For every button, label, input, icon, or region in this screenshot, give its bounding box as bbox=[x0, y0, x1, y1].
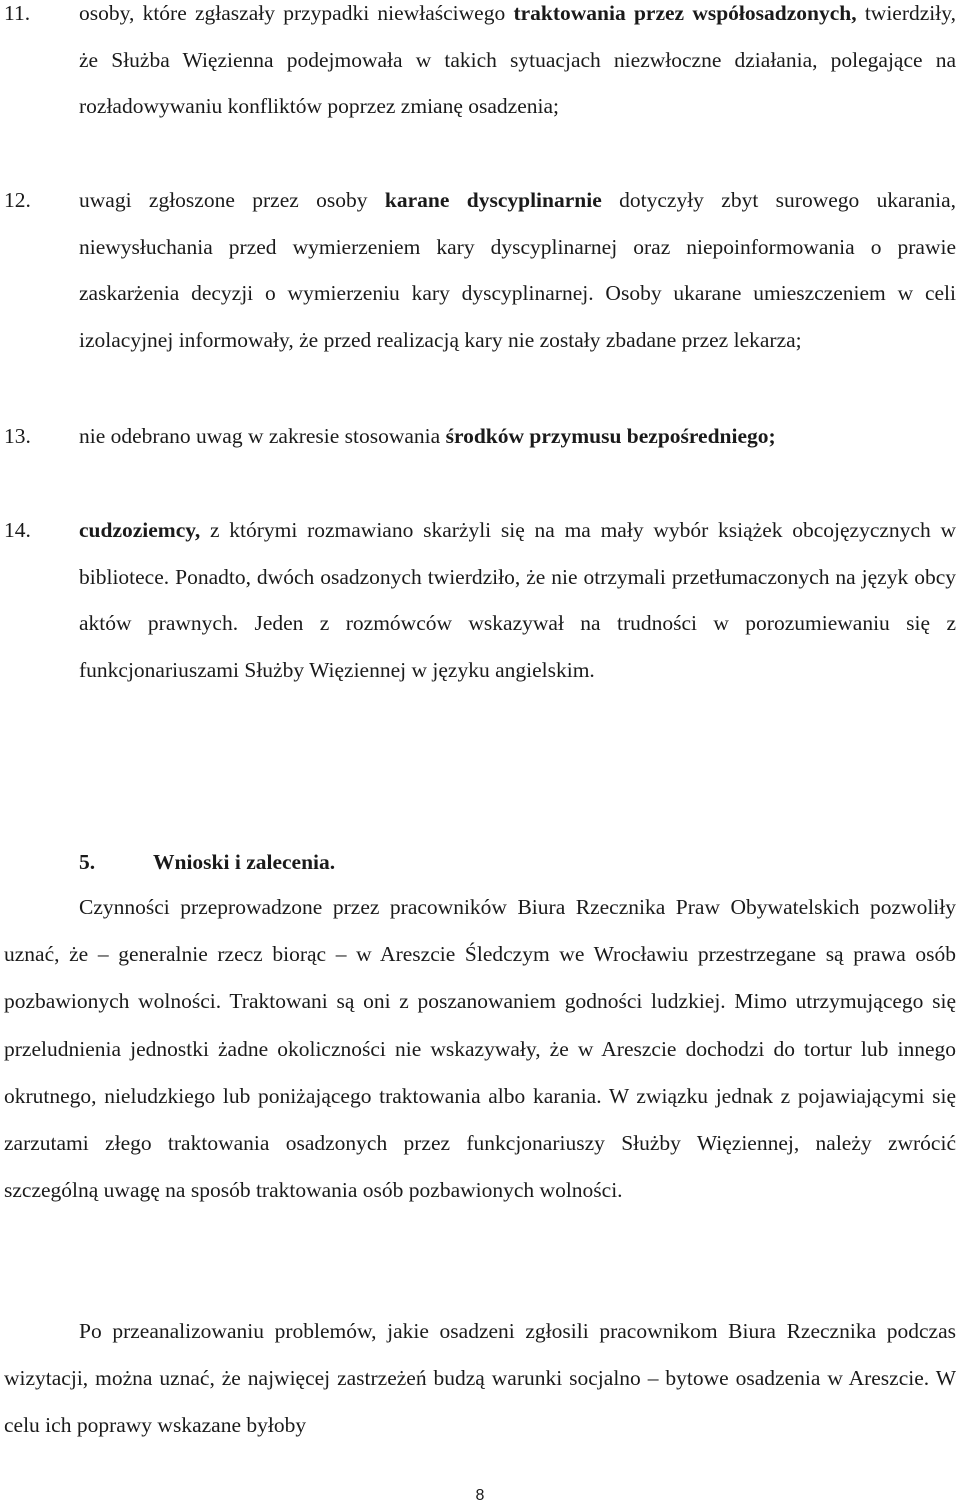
list-item-number: 14. bbox=[4, 518, 31, 542]
list-item bbox=[0, 507, 956, 694]
list-item-number: 13. bbox=[4, 424, 31, 448]
emphasis: cudzoziemcy, bbox=[79, 518, 201, 542]
list-item-number: 12. bbox=[4, 188, 31, 212]
emphasis: traktowania przez współosadzonych, bbox=[513, 1, 857, 25]
list-item bbox=[0, 0, 956, 130]
section-heading bbox=[79, 839, 335, 885]
section-number: 5. bbox=[79, 850, 96, 874]
section-title: Wnioski i zalecenia. bbox=[153, 850, 336, 874]
list-item bbox=[0, 413, 956, 460]
list-item bbox=[0, 177, 956, 364]
emphasis: karane dyscyplinarnie bbox=[384, 188, 602, 212]
emphasis: środków przymusu bezpośredniego; bbox=[445, 424, 776, 448]
body-paragraph: Czynności przeprowadzone przez pracowników Biura Rzecznika Praw Obywatelskich pozwoliły uznać, że – generalnie rzecz biorąc – w Areszcie Śledczym we Wrocławiu przestrzegane są prawa osób pozbawionych wolności. Traktowani są oni z poszanowaniem godności ludzkiej. Mimo utrzymującego się przeludnienia jednostki żadne okoliczności nie wskazywały, że w Areszcie dochodzi do tortur lub innego okrutnego, nieludzkiego lub poniżającego traktowania albo karania. W związku jednak z pojawiającymi się zarzutami złego traktowania osadzonych przez funkcjonariuszy Służby Więziennej, należy zwrócić szczególną uwagę na sposób traktowania osób pozbawionych wolności. bbox=[4, 895, 956, 1203]
body-paragraph: Po przeanalizowaniu problemów, jakie osadzeni zgłosili pracownikom Biura Rzecznika podczas wizytacji, można uznać, że najwięcej zastrzeżeń budzą warunki socjalno – bytowe osadzenia w Areszcie. W celu ich poprawy wskazane byłoby bbox=[4, 1319, 956, 1438]
list-item-text: cudzoziemcy, z którymi rozmawiano skarżyli się na ma mały wybór książek obcojęzycznych w bibliotece. Ponadto, dwóch osadzonych twierdziło, że nie otrzymali przetłumaczonych na język obcy aktów prawnych. Jeden z rozmówców wskazywał na trudności w porozumiewaniu się z funkcjonariuszami Służby Więziennej w języku angielskim. bbox=[79, 518, 956, 683]
list-item-number: 11. bbox=[4, 1, 31, 25]
list-item-text: osoby, które zgłaszały przypadki niewłaściwego traktowania przez współosadzonych, twierdziły, że Służba Więzienna podejmowała w takich sytuacjach niezwłoczne działania, polegające na rozładowywaniu konfliktów poprzez zmianę osadzenia; bbox=[79, 1, 956, 119]
list-item-text: nie odebrano uwag w zakresie stosowania środków przymusu bezpośredniego; bbox=[79, 424, 776, 448]
page-number: 8 bbox=[475, 1487, 485, 1504]
list-item-text: uwagi zgłoszone przez osoby karane dyscyplinarnie dotyczyły zbyt surowego ukarania, niewysłuchania przed wymierzeniem kary dyscyplinarnej oraz niepoinformowania o prawie zaskarżenia decyzji o wymierzeniu kary dyscyplinarnej. Osoby ukarane umieszczeniem w celi izolacyjnej informowały, że przed realizacją kary nie zostały zbadane przez lekarza; bbox=[79, 188, 957, 353]
